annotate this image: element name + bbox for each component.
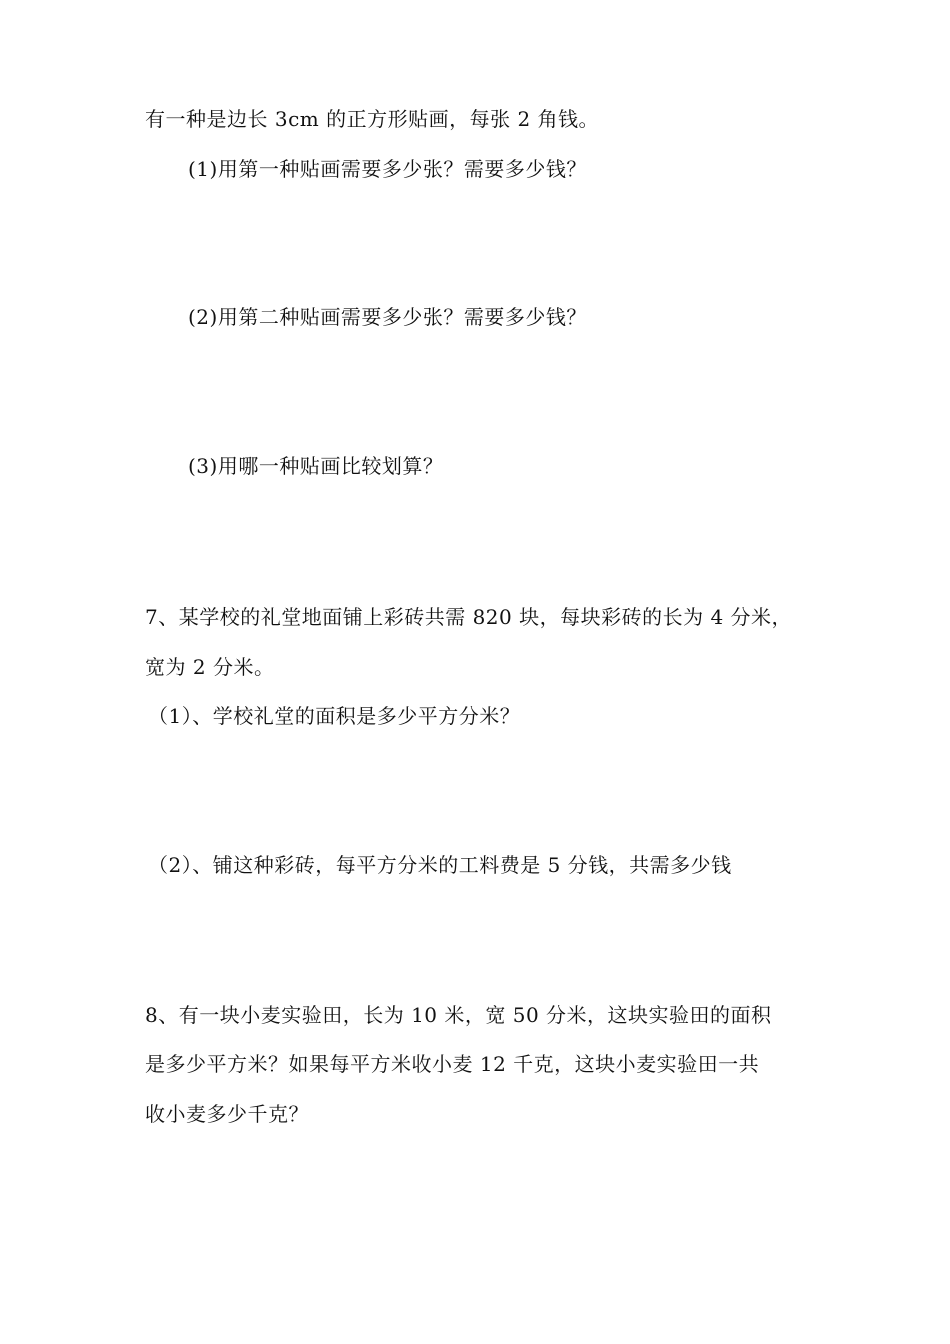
intro-sticker-description: 有一种是边长 3cm 的正方形贴画，每张 2 角钱。 <box>145 107 600 131</box>
q6-sub-question-3: (3)用哪一种贴画比较划算？ <box>188 454 444 478</box>
q6-sub-question-1: (1)用第一种贴画需要多少张？需要多少钱？ <box>188 157 587 181</box>
q7-question-line-2: 宽为 2 分米。 <box>145 655 275 679</box>
q6-sub-question-2: (2)用第二种贴画需要多少张？需要多少钱？ <box>188 305 587 329</box>
q8-question-line-3: 收小麦多少千克？ <box>145 1102 309 1126</box>
q7-question-line-1: 7、某学校的礼堂地面铺上彩砖共需 820 块，每块彩砖的长为 4 分米， <box>145 605 793 629</box>
q7-sub-question-1: （1）、学校礼堂的面积是多少平方分米？ <box>148 704 521 728</box>
q8-question-line-1: 8、有一块小麦实验田，长为 10 米，宽 50 分米，这块实验田的面积 <box>145 1003 772 1027</box>
q8-question-line-2: 是多少平方米？如果每平方米收小麦 12 千克，这块小麦实验田一共 <box>145 1052 760 1076</box>
q7-sub-question-2: （2）、铺这种彩砖，每平方分米的工料费是 5 分钱，共需多少钱 <box>148 853 732 877</box>
